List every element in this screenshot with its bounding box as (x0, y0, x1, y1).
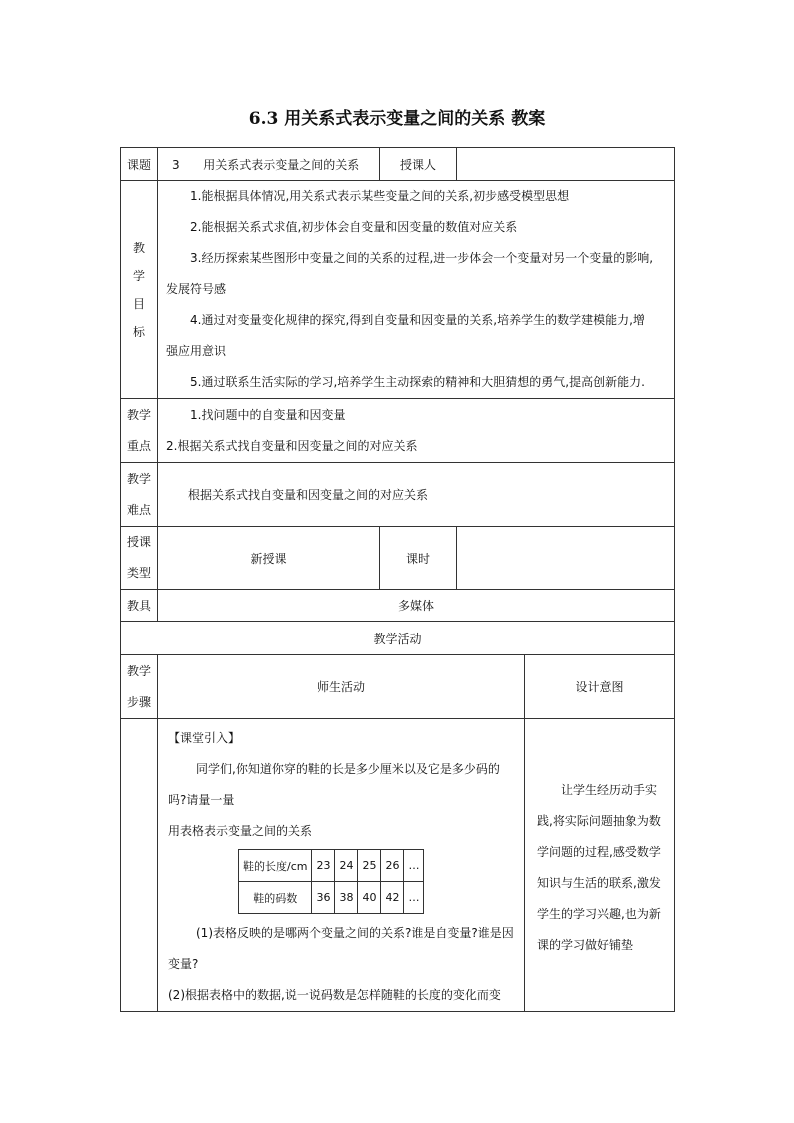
key-points-label (121, 399, 158, 463)
shoe-table-row (239, 882, 424, 914)
row-lesson-type (121, 527, 675, 590)
design-intent-line: 课的学习做好铺垫 (537, 938, 634, 952)
design-intent-line: 学问题的过程,感受数学 (537, 845, 661, 859)
design-intent-line: 学生的学习兴趣,也为新 (537, 907, 661, 921)
shoe-table-head: 鞋的长度/cm (239, 850, 312, 882)
hours-value (457, 527, 675, 590)
goals-label-char: 教 (132, 240, 145, 255)
difficulty-label-line: 教学 (126, 471, 151, 486)
activity-paragraph: 吗?请量一量 (168, 793, 235, 807)
topic-label: 课题 (121, 148, 158, 181)
row-key-points (121, 399, 675, 463)
goal-item: 3.经历探索某些图形中变量之间的关系的过程,进一步体会一个变量对另一个变量的影响, (190, 251, 654, 265)
activity-heading: 【课堂引入】 (168, 731, 241, 745)
steps-empty-cell (121, 719, 158, 1012)
activity-content (158, 719, 525, 1012)
row-goals (121, 181, 675, 399)
design-column-header: 设计意图 (525, 655, 675, 719)
shoe-table-row (239, 850, 424, 882)
key-points-content (158, 399, 675, 463)
steps-label-line: 步骤 (126, 694, 151, 709)
activity-paragraph: 同学们,你知道你穿的鞋的长是多少厘米以及它是多少码的 (196, 762, 500, 776)
steps-label (121, 655, 158, 719)
tools-label: 教具 (121, 590, 158, 622)
shoe-table-cell: 26 (381, 850, 404, 882)
design-intent-line: 让学生经历动手实 (561, 783, 658, 797)
design-intent-line: 知识与生活的联系,激发 (537, 876, 661, 890)
goals-label-char: 学 (132, 268, 145, 283)
activity-paragraph: 用表格表示变量之间的关系 (168, 824, 313, 838)
design-intent-content (525, 719, 675, 1012)
difficulty-content (158, 463, 675, 527)
shoe-table-cell: 23 (312, 850, 335, 882)
page-title: 6.3 用关系式表示变量之间的关系 教案 (248, 109, 546, 129)
goal-item: 2.能根据关系式求值,初步体会自变量和因变量的数值对应关系 (190, 220, 518, 234)
goal-item: 发展符号感 (166, 282, 227, 296)
topic-cell (158, 148, 380, 181)
difficulty-label-line: 难点 (126, 502, 151, 517)
teacher-value (457, 148, 675, 181)
goal-item: 强应用意识 (166, 344, 227, 358)
row-difficulty (121, 463, 675, 527)
goal-item: 5.通过联系生活实际的学习,培养学生主动探索的精神和大胆猜想的勇气,提高创新能力. (190, 375, 645, 389)
row-tools (121, 590, 675, 622)
teacher-label: 授课人 (380, 148, 457, 181)
topic-text: 用关系式表示变量之间的关系 (203, 157, 360, 172)
shoe-table-cell: 38 (335, 882, 358, 914)
steps-label-line: 教学 (126, 663, 151, 678)
goals-label-char: 目 (132, 296, 145, 311)
lesson-type-label-line: 类型 (126, 566, 151, 580)
goals-label (121, 181, 158, 399)
lesson-type-value: 新授课 (158, 527, 380, 590)
shoe-table-cell: 40 (358, 882, 381, 914)
shoe-table-cell: 36 (312, 882, 335, 914)
hours-label: 课时 (380, 527, 457, 590)
row-activity-content (121, 719, 675, 1012)
goal-item: 4.通过对变量变化规律的探究,得到自变量和因变量的关系,培养学生的数学建模能力,增 (190, 313, 645, 327)
shoe-size-table (238, 849, 424, 914)
topic-number: 3 (172, 157, 180, 172)
design-intent-line: 践,将实际问题抽象为数 (537, 814, 661, 828)
shoe-table-cell: 24 (335, 850, 358, 882)
activity-question: (1)表格反映的是哪两个变量之间的关系?谁是自变量?谁是因 (196, 926, 514, 940)
row-topic (121, 148, 675, 181)
shoe-table-head: 鞋的码数 (239, 882, 312, 914)
shoe-table-cell: … (404, 850, 424, 882)
lesson-plan-table (120, 147, 675, 1012)
difficulty-text: 根据关系式找自变量和因变量之间的对应关系 (188, 488, 429, 502)
key-points-label-line: 教学 (126, 407, 151, 422)
row-activities-header (121, 622, 675, 655)
row-steps-header (121, 655, 675, 719)
activities-header: 教学活动 (121, 622, 675, 655)
tools-value: 多媒体 (158, 590, 675, 622)
activity-question: (2)根据表格中的数据,说一说码数是怎样随鞋的长度的变化而变 (168, 988, 501, 1002)
lesson-type-label-line: 授课 (126, 535, 151, 549)
activity-question: 变量? (168, 957, 199, 971)
difficulty-label (121, 463, 158, 527)
key-point-item: 2.根据关系式找自变量和因变量之间的对应关系 (166, 438, 418, 453)
goal-item: 1.能根据具体情况,用关系式表示某些变量之间的关系,初步感受模型思想 (190, 189, 570, 203)
key-points-label-line: 重点 (126, 438, 151, 453)
key-point-item: 1.找问题中的自变量和因变量 (190, 407, 346, 422)
shoe-table-cell: 25 (358, 850, 381, 882)
lesson-type-label (121, 527, 158, 590)
shoe-table-cell: 42 (381, 882, 404, 914)
activity-column-header: 师生活动 (158, 655, 525, 719)
goals-label-char: 标 (132, 324, 145, 339)
shoe-table-cell: … (404, 882, 424, 914)
goals-content (158, 181, 675, 399)
